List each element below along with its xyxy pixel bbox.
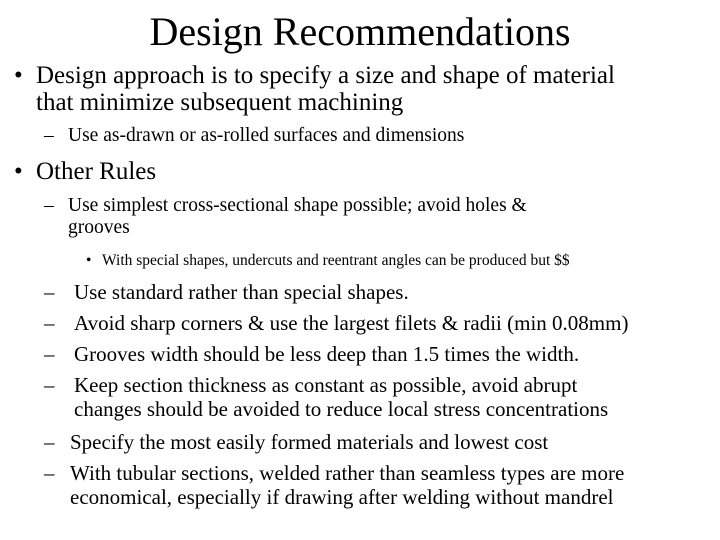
subbullet-tubular-sections: [44, 461, 624, 509]
dash-marker: –: [44, 461, 55, 485]
bullet-line: Use as-drawn or as-rolled surfaces and dimensions: [68, 125, 465, 146]
bullet-line: grooves: [68, 217, 130, 238]
bullet-line: Avoid sharp corners & use the largest filets & radii (min 0.08mm): [74, 311, 629, 335]
bullet-line: Specify the most easily formed materials and lowest cost: [70, 430, 549, 454]
dash-marker: –: [44, 430, 55, 454]
bullet-line: With tubular sections, welded rather than seamless types are more: [70, 461, 625, 485]
subbullet-simplest-shape: [44, 195, 527, 239]
dash-marker: –: [44, 373, 55, 397]
bullet-line: that minimize subsequent machining: [36, 89, 404, 116]
bullet-line: economical, especially if drawing after welding without mandrel: [70, 485, 614, 509]
bullet-line: Keep section thickness as constant as possible, avoid abrupt: [74, 373, 578, 397]
bullet-line: Grooves width should be less deep than 1.5 times the width.: [74, 342, 580, 366]
bullet-design-approach: [14, 62, 615, 116]
dash-marker: –: [44, 125, 54, 146]
subbullet-standard-shapes: [44, 280, 409, 304]
bullet-line: Other Rules: [36, 158, 157, 185]
subbullet-sharp-corners: [44, 311, 628, 335]
bullet-line: Use standard rather than special shapes.: [74, 280, 409, 304]
subbullet-section-thickness: [44, 373, 608, 421]
dash-marker: –: [44, 195, 54, 216]
subsubbullet-special-shapes: [86, 252, 570, 270]
dash-marker: –: [44, 342, 55, 366]
bullet-line: changes should be avoided to reduce local stress concentrations: [74, 397, 609, 421]
subbullet-easily-formed: [44, 430, 548, 454]
subbullet-as-drawn: [44, 125, 464, 147]
subbullet-grooves-width: [44, 342, 579, 366]
dash-marker: –: [44, 280, 55, 304]
bullet-line: With special shapes, undercuts and reentrant angles can be produced but $$: [102, 252, 570, 269]
bullet-line: Use simplest cross-sectional shape possible; avoid holes &: [68, 195, 527, 216]
slide-title: Design Recommendations: [149, 9, 571, 54]
bullet-marker: •: [14, 158, 23, 185]
bullet-marker: •: [14, 62, 23, 89]
bullet-other-rules: [14, 158, 156, 185]
dash-marker: –: [44, 311, 55, 335]
bullet-marker: •: [86, 252, 92, 269]
bullet-line: Design approach is to specify a size and shape of material: [36, 62, 615, 89]
